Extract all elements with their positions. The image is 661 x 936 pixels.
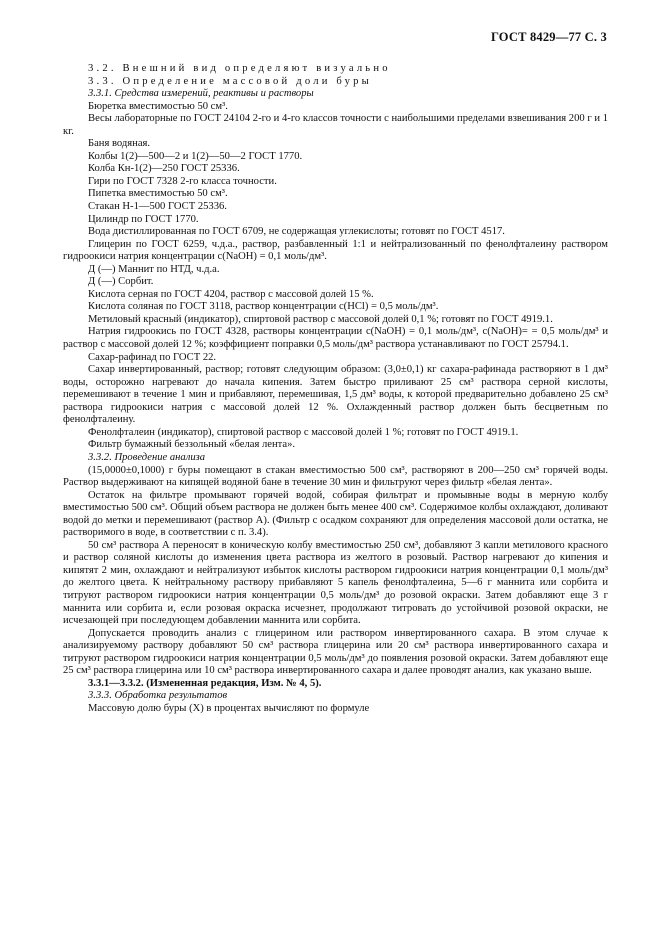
paragraph-glycerin: Глицерин по ГОСТ 6259, ч.д.а., раствор, разбавленный 1:1 и нейтрализованный по фенолфталеину раствором гидроокиси натрия концентрации с(NaOH) = 0,1 моль/дм³.	[63, 238, 608, 263]
paragraph-phenolphthalein: Фенолфталеин (индикатор), спиртовой раствор с массовой долей 1 %; готовят по ГОСТ 4919.1.	[88, 426, 519, 438]
paragraph-analysis-1: (15,0000±0,1000) г буры помещают в стакан вместимостью 500 см³, растворяют в 200—250 см³ горячей воды. Раствор выдерживают на кипящей водяной бане в течение 30 мин и фильтруют через фильтр «белая лента».	[63, 464, 608, 489]
paragraph-filter: Фильтр бумажный беззольный «белая лента».	[88, 439, 296, 451]
paragraph-amendment: 3.3.1—3.3.2. (Измененная редакция, Изм. № 4, 5).	[88, 677, 322, 689]
paragraph-weights: Гири по ГОСТ 7328 2-го класса точности.	[88, 175, 277, 187]
paragraph-analysis-2: Остаток на фильтре промывают горячей водой, собирая фильтрат и промывные воды в мерную колбу вместимостью 500 см³. Общий объем раствора не должен быть менее 400 см³. Содержимое колбы охлаждают, доливают водой до метки и перемешивают (раствор А). (Фильтр с осадком сохраняют для определения массовой доли остатка, не растворимого в воде, в соответствии с п. 3.4).	[63, 489, 608, 539]
paragraph-analysis-3: 50 см³ раствора А переносят в коническую колбу вместимостью 250 см³, добавляют 3 капли метилового красного и раствор соляной кислоты до изменения цвета раствора из желтого в розовый. Раствор нагревают до кипения и кипятят 2 мин, охлаждают и нейтрализуют избыток кислоты раствором гидроокиси натрия концентрации 0,1 моль/дм³ до желтого цвета. К нейтральному раствору прибавляют 5 капель фенолфталеина, 5—6 г маннита или сорбита и титруют раствором гидроокиси натрия концентрации 0,5 моль/дм³ до розовой окраски. Затем добавляют еще 3 г маннита или сорбита и, если розовая окраска исчезнет, продолжают титровать до устойчивой розовой окраски, не исчезающей при последующем добавлении маннита или сорбита.	[63, 539, 608, 627]
paragraph-water-bath: Баня водяная.	[88, 138, 151, 150]
paragraph-mannitol: Д (—) Маннит по НТД, ч.д.а.	[88, 263, 220, 275]
paragraph-3-3-2: 3.3.2. Проведение анализа	[88, 451, 206, 463]
paragraph-sulfuric-acid: Кислота серная по ГОСТ 4204, раствор с массовой долей 15 %.	[88, 288, 374, 300]
paragraph-pipette: Пипетка вместимостью 50 см³.	[88, 188, 228, 200]
document-body	[63, 63, 608, 715]
paragraph-hydrochloric-acid: Кислота соляная по ГОСТ 3118, раствор концентрации с(HCl) = 0,5 моль/дм³.	[88, 301, 439, 313]
paragraph-distilled-water: Вода дистиллированная по ГОСТ 6709, не содержащая углекислоты; готовят по ГОСТ 4517.	[88, 226, 505, 238]
paragraph-methyl-red: Метиловый красный (индикатор), спиртовой раствор с массовой долей 0,1 %; готовят по ГОСТ 4919.1.	[88, 313, 553, 325]
paragraph-sodium-hydroxide: Натрия гидроокись по ГОСТ 4328, растворы концентрации с(NaOH) = 0,1 моль/дм³, с(NaOH)= = 0,5 моль/дм³ и раствор с массовой долей 12 %; коэффициент поправки 0,5 моль/дм³ раствора устанавливают по ГОСТ 25794.1.	[63, 326, 608, 351]
paragraph-3-3: 3.3. Определение массовой доли буры	[88, 75, 372, 87]
paragraph-3-3-3: 3.3.3. Обработка результатов	[88, 690, 228, 702]
paragraph-beaker: Стакан Н-1—500 ГОСТ 25336.	[88, 201, 227, 213]
paragraph-scales: Весы лабораторные по ГОСТ 24104 2-го и 4-го классов точности с наибольшими пределами взвешивания 200 г и 1 кг.	[63, 113, 608, 137]
paragraph-cylinder: Цилиндр по ГОСТ 1770.	[88, 213, 199, 225]
paragraph-formula-intro: Массовую долю буры (X) в процентах вычисляют по формуле	[88, 702, 370, 714]
paragraph-flask-kn: Колба Кн-1(2)—250 ГОСТ 25336.	[88, 163, 240, 175]
paragraph-inverted-sugar: Сахар инвертированный, раствор; готовят следующим образом: (3,0±0,1) кг сахара-рафинада растворяют в 1 дм³ воды, осторожно нагревают до начала кипения. Затем быстро приливают 25 см³ раствора серной кислоты, перемешивают в течение 1 мин и прибавляют, перемешивая, 1,5 дм³ воды, к которой предварительно добавлено 25 см³ раствора гидроокиси натрия с массовой долей 12 %. Охлажденный раствор должен быть бесцветным по фенолфталеину.	[63, 364, 608, 426]
paragraph-3-2: 3.2. Внешний вид определяют визуально	[88, 63, 391, 74]
paragraph-3-3-1: 3.3.1. Средства измерений, реактивы и растворы	[88, 88, 314, 100]
page-header: ГОСТ 8429—77 С. 3	[490, 30, 607, 44]
paragraph-sorbitol: Д (—) Сорбит.	[88, 276, 154, 288]
paragraph-burette: Бюретка вместимостью 50 см³.	[88, 100, 228, 112]
paragraph-refined-sugar: Сахар-рафинад по ГОСТ 22.	[88, 351, 217, 363]
paragraph-flasks: Колбы 1(2)—500—2 и 1(2)—50—2 ГОСТ 1770.	[88, 150, 303, 162]
paragraph-analysis-4: Допускается проводить анализ с глицерином или раствором инвертированного сахара. В этом случае к анализируемому раствору добавляют 50 см³ раствора глицерина или 20 см³ раствора инвертированного сахара и титруют раствором гидроокиси натрия концентрации 0,5 моль/дм³ до появления розовой окраски. Затем добавляют еще 25 см³ раствора глицерина или 10 см³ раствора инвертированного сахара и далее проводят анализ, как указано выше.	[63, 627, 608, 677]
